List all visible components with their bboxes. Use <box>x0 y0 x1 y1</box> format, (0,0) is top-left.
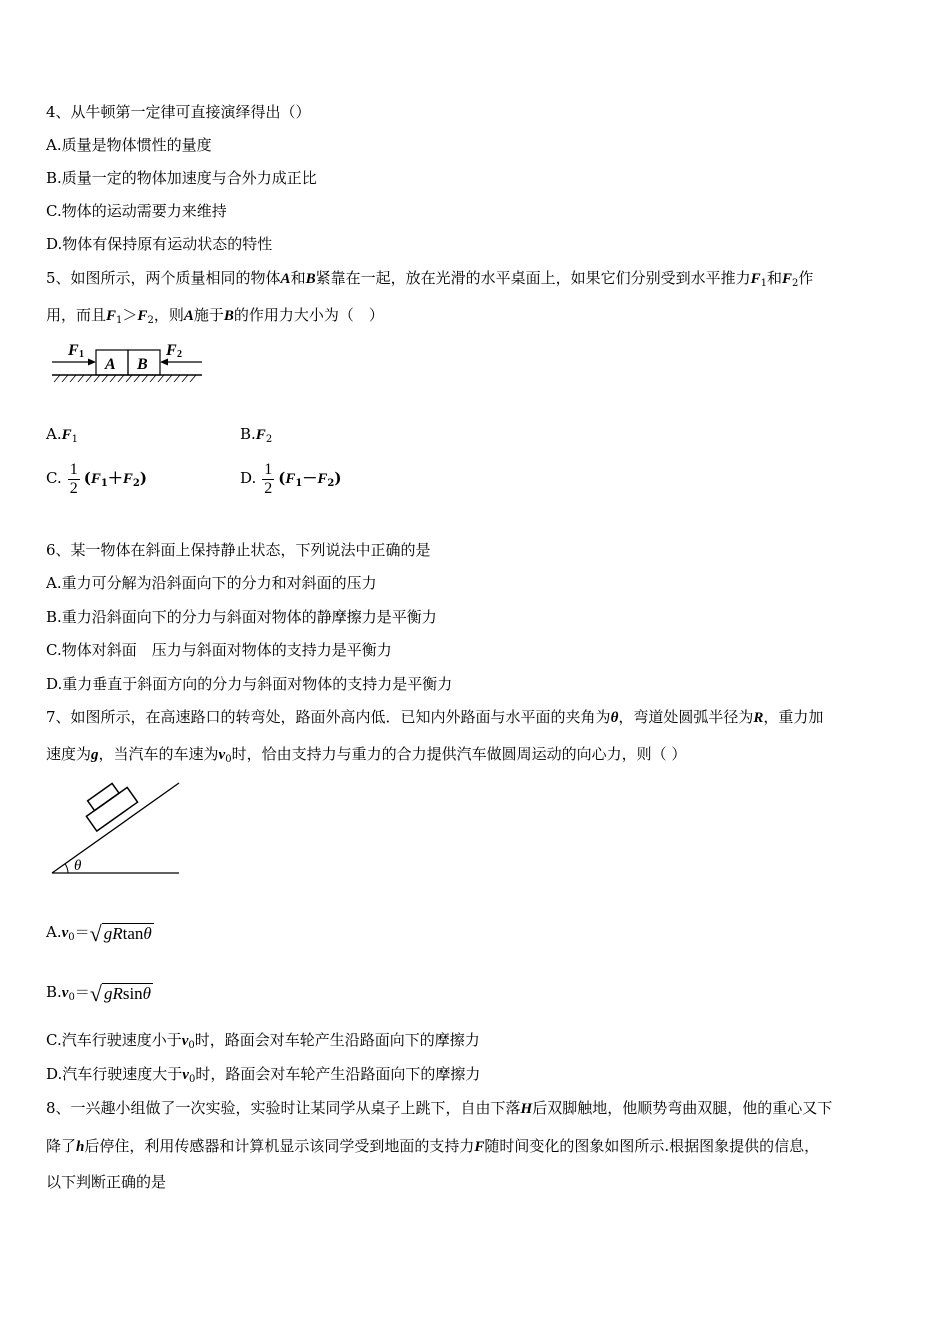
q4-option-d: D.物体有保持原有运动状态的特性 <box>46 235 273 253</box>
q4-stem: 4、从牛顿第一定律可直接演绎得出（） <box>46 103 311 121</box>
angle-arc <box>65 864 68 873</box>
sqrt-expression: √ gRtanθ <box>89 921 152 946</box>
q7-incline-figure <box>48 778 188 878</box>
q7-stem-line2: 速度为g，当汽车的车速为$v_0$时，恰由支持力与重力的合力提供汽车做圆周运动的向心力，则（ ） <box>46 745 687 765</box>
f1-label: F <box>68 342 79 359</box>
q8-stem-line3: 以下判断正确的是 <box>46 1173 167 1191</box>
svg-text:1: 1 <box>79 349 84 360</box>
q6-stem: 6、某一物体在斜面上保持静止状态，下列说法中正确的是 <box>46 541 431 559</box>
q4-option-a: A.质量是物体惯性的量度 <box>46 136 212 154</box>
car-icon <box>79 778 137 831</box>
block-a-label: A <box>105 356 116 373</box>
q7-option-c: C.汽车行驶速度小于$v_0$时，路面会对车轮产生沿路面向下的摩擦力 <box>46 1031 480 1051</box>
q6-option-b: B.重力沿斜面向下的分力与斜面对物体的静摩擦力是平衡力 <box>46 608 437 626</box>
sqrt-expression: √ gRsinθ <box>89 981 152 1006</box>
theta-label: θ <box>74 858 82 874</box>
q5-stem-line2: 用，而且$F_1>F_2$，则A施于B的作用力大小为（ ） <box>46 306 384 326</box>
half-fraction: $\frac{1}{2}$ <box>264 460 273 497</box>
svg-text:2: 2 <box>177 349 182 360</box>
q5-option-c: C. $\frac{1}{2}$ $(F_1+F_2)$ <box>46 460 147 497</box>
q5-stem-line1: 5、如图所示，两个质量相同的物体A和B紧靠在一起，放在光滑的水平桌面上，如果它们分别受到水平推力$F_1$和$F_2$作 <box>46 269 814 289</box>
q7-option-d: D.汽车行驶速度大于$v_0$时，路面会对车轮产生沿路面向下的摩擦力 <box>46 1065 481 1085</box>
q7-option-b: $B.v_0=√$ gRsinθ <box>46 970 153 1020</box>
q8-stem-line1: 8、一兴趣小组做了一次实验，实验时让某同学从桌子上跳下，自由下落H后双脚触地，他顺势弯曲双腿，他的重心又下 <box>46 1099 833 1117</box>
q8-stem-line2: 降了h后停住，利用传感器和计算机显示该同学受到地面的支持力F随时间变化的图象如图所示.根据图象提供的信息， <box>46 1137 820 1155</box>
q7-stem-line1: 7、如图所示，在高速路口的转弯处，路面外高内低．已知内外路面与水平面的夹角为θ，弯道处圆弧半径为R，重力加 <box>46 708 824 726</box>
half-fraction: $\frac{1}{2}$ <box>69 460 78 497</box>
q4-option-c: C.物体的运动需要力来维持 <box>46 202 227 220</box>
q5-option-b: $B.F_2$ <box>240 425 273 445</box>
q6-option-c: C.物体对斜面 压力与斜面对物体的支持力是平衡力 <box>46 641 392 659</box>
q7-option-a: $A.v_0=√$ gRtanθ <box>46 910 154 960</box>
f2-label: F <box>166 342 177 359</box>
q5-blocks-figure <box>48 338 208 390</box>
block-b-label: B <box>137 356 148 373</box>
q5-option-a: $A.F_1$ <box>46 425 78 445</box>
q6-option-d: D.重力垂直于斜面方向的分力与斜面对物体的支持力是平衡力 <box>46 675 453 693</box>
q4-option-b: B.质量一定的物体加速度与合外力成正比 <box>46 169 317 187</box>
q5-option-d: D. $\frac{1}{2}$ $(F_1-F_2)$ <box>240 460 342 497</box>
q6-option-a: A.重力可分解为沿斜面向下的分力和对斜面的压力 <box>46 574 377 592</box>
